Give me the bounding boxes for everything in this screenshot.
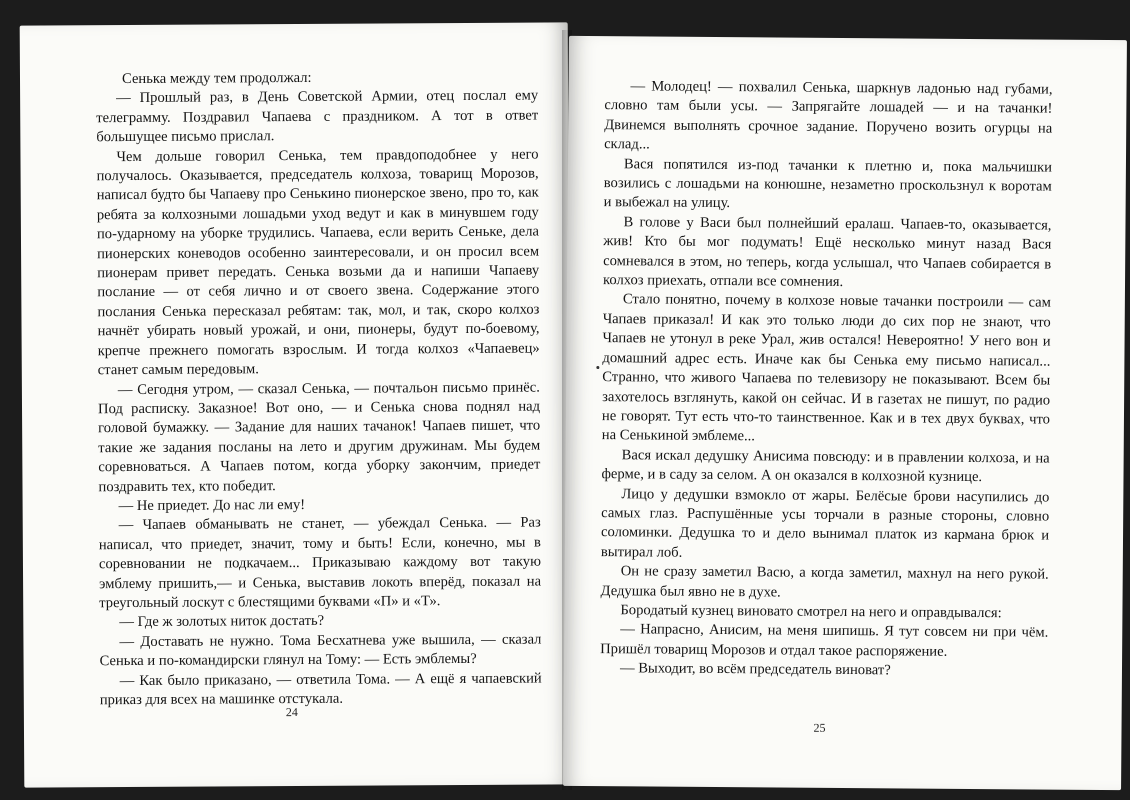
right-page (563, 36, 1127, 790)
paragraph: Он не сразу заметил Васю, а когда заметил, махнул на него рукой. Дедушка был явно не в духе. (600, 563, 1049, 601)
ink-speck (596, 366, 599, 369)
paragraph: Лицо у дедушки взмокло от жары. Белёсые брови насупились до самых глаз. Распушённые усы торчали в разные стороны, словно соломинки. Дедушка то и дело вынимал платок из кармана брюк и вытирал лоб. (600, 485, 1050, 561)
paragraph: — Чапаев обманывать не станет, — убеждал Сенька. — Раз написал, что приедет, значит, тому и быть! Если, конечно, мы в соревновании не подкачаем... Приказываю каждому вот такую эмблему пришить,— и Сенька, выставив локоть вперёд, показал на треугольный лоскут с блестящими буквами «П» и «Т». (98, 514, 542, 612)
right-page-text (600, 77, 1053, 682)
paragraph: Сенька между тем продолжал: (121, 69, 312, 88)
left-page-text (96, 68, 542, 711)
paragraph: — Прошлый раз, в День Советской Армии, отец послал ему телеграмму. Поздравил Чапаева с праздником. А тот в ответ большущее письмо прислал. (96, 87, 539, 146)
page-number-right: 25 (813, 720, 826, 735)
paragraph: Чем дольше говорил Сенька, тем правдоподобнее у него получалось. Оказывается, председатель колхоза, товарищ Морозов, написал будто бы Чапаеву про Сенькино пионерское звено, про то, как ребята за колхозными лошадьми уход ведут и как в минувшем году по-ударному на уборке трудились. Чапаева, если верить Сеньке, дела пионерских коневодов особенно заинтересовали, и он просил всем пионерам привет передать. Сенька возьми да и напиши Чапаеву послание — от себя лично и от своего звена. Содержание этого послания Сенька пересказал ребятам: так, мол, и так, скоро колхоз начнёт убирать новый урожай, и они, пионеры, будут по-боевому, крепче прежнего помогать взрослым. И тогда колхоз «Чапаевец» станет самым передовым. (96, 146, 540, 379)
left-page (20, 22, 573, 787)
paragraph: Стало понятно, почему в колхозе новые тачанки построили — сам Чапаев приказал! И как это только люди до сих пор не знают, что Чапаев не утонул в реке Урал, жив остался! Невероятно! У него вон и домашний адрес есть. Иначе как бы Сенька ему письмо написал... Странно, что живого Чапаева по телевизору не показывают. Всем бы захотелось взглянуть, какой он сейчас. И в газетах не пишут, по радио не говорят. Тут есть что-то таинственное. Как и в тех двух буквах, что на Сенькиной эмблеме... (601, 291, 1051, 445)
page-number-left: 24 (285, 704, 298, 720)
paragraph: — Напрасно, Анисим, на меня шипишь. Я тут совсем ни при чём. Пришёл товарищ Морозов и отдал такое распоряжение. (600, 621, 1049, 660)
paragraph: — Не приедет. До нас ли ему! (118, 496, 306, 515)
paragraph: — Сегодня утром, — сказал Сенька, — почтальон письмо принёс. Под расписку. Заказное! Вот оно, — и Сенька снова поднял над головой бумажку. — Задание для наших тачанок! Чапаев пишет, что такие же задания посланы на лето и другим дружинам. Мы будем соревноваться. А Чапаев потом, когда уборку закончим, приедет поздравить тех, кто победит. (97, 379, 541, 495)
paragraph: — Выходит, во всём председатель виноват? (619, 660, 891, 679)
paragraph: — Где ж золотых ниток достать? (119, 613, 325, 631)
paragraph: Бородатый кузнец виновато смотрел на него и оправдывался: (620, 602, 1002, 622)
paragraph: Вася попятился из-под тачанки к плетню и, пока мальчишки возились с лошадьми на конюшне, незаметно проскользнул к воротам и выбежал на улицу. (603, 155, 1052, 212)
paragraph: — Молодец! — похвалил Сенька, шаркнув ладонью над губами, словно там были усы. — Запрягайте лошадей — и на тачанки! Двинемся выполнять срочное задание. Поручено возить огурцы на склад... (604, 78, 1053, 153)
paragraph: В голове у Васи был полнейший ералаш. Чапаев-то, оказывается, жив! Кто бы мог подумать! Ещё несколько минут назад Вася сомневался в этом, но теперь, когда услышал, что Чапаев собирается в колхоз приехать, отпали все сомнения. (602, 214, 1052, 291)
paragraph: Вася искал дедушку Анисима повсюду: и в правлении колхоза, и на ферме, и в саду за селом. А он оказался в колхозной кузнице. (601, 446, 1050, 486)
paragraph: — Доставать не нужно. Тома Бесхатнева уже вышила, — сказал Сенька и по-командирски глянул на Тому: — Есть эмблемы? (99, 631, 542, 670)
paragraph: — Как было приказано, — ответила Тома. — А ещё я чапаевский приказ для всех на машинке отстукала. (99, 670, 542, 709)
